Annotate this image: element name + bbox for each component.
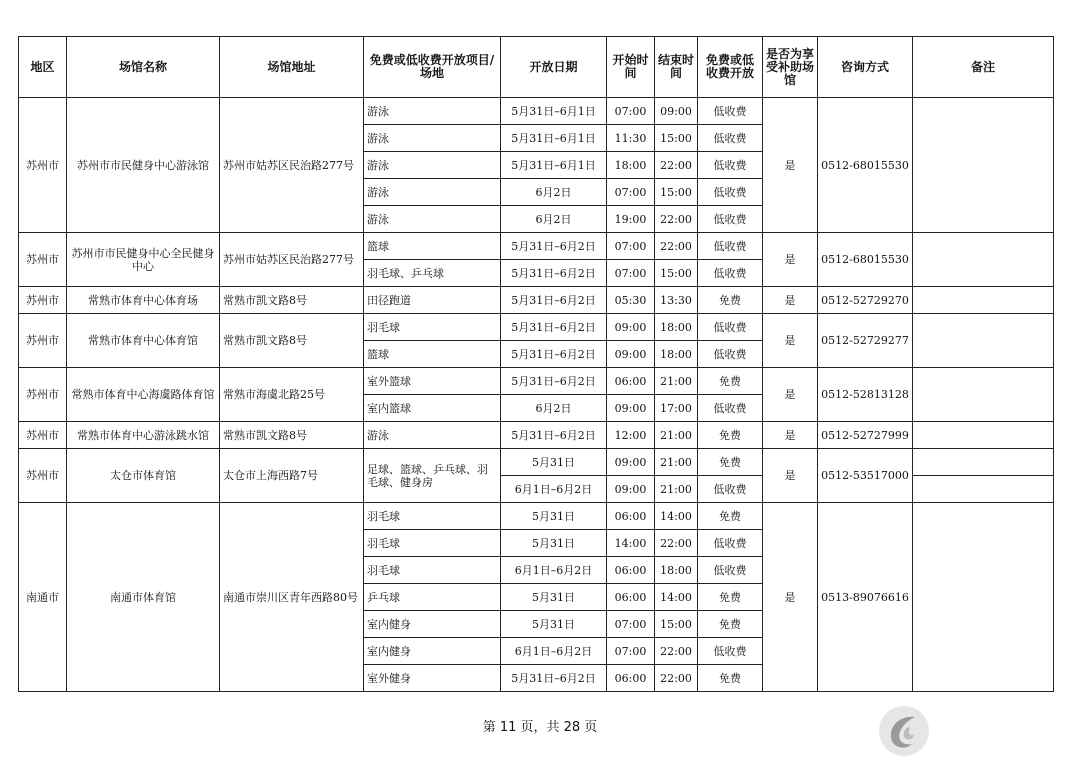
table-row	[19, 422, 1054, 449]
open-date-cell: 6月2日	[501, 395, 607, 422]
contact-cell: 0512-68015530	[818, 233, 913, 287]
contact-cell: 0512-52813128	[818, 368, 913, 422]
remarks-cell	[913, 476, 1054, 503]
col-start-time: 开始时间	[607, 37, 655, 98]
open-item-cell: 乒乓球	[364, 584, 501, 611]
start-time-cell: 06:00	[607, 584, 655, 611]
contact-cell: 0512-52729270	[818, 287, 913, 314]
subsidized-cell: 是	[763, 368, 818, 422]
open-date-cell: 6月2日	[501, 206, 607, 233]
open-item-cell: 游泳	[364, 422, 501, 449]
col-venue-name: 场馆名称	[67, 37, 220, 98]
end-time-cell: 22:00	[655, 152, 698, 179]
venue-address-cell: 常熟市凯文路8号	[220, 422, 364, 449]
venue-name-cell: 苏州市市民健身中心全民健身中心	[67, 233, 220, 287]
end-time-cell: 18:00	[655, 557, 698, 584]
fee-type-cell: 免费	[698, 665, 763, 692]
fee-type-cell: 低收费	[698, 179, 763, 206]
table-row	[19, 449, 1054, 476]
venue-name-cell: 南通市体育馆	[67, 503, 220, 692]
open-date-cell: 5月31日–6月1日	[501, 125, 607, 152]
open-item-cell: 篮球	[364, 233, 501, 260]
remarks-cell	[913, 422, 1054, 449]
region-cell: 苏州市	[19, 422, 67, 449]
fee-type-cell: 免费	[698, 503, 763, 530]
open-date-cell: 5月31日–6月1日	[501, 98, 607, 125]
remarks-cell	[913, 314, 1054, 368]
fee-type-cell: 低收费	[698, 125, 763, 152]
open-item-cell: 游泳	[364, 206, 501, 233]
start-time-cell: 06:00	[607, 503, 655, 530]
end-time-cell: 15:00	[655, 611, 698, 638]
fee-type-cell: 低收费	[698, 152, 763, 179]
col-subsidized: 是否为享受补助场馆	[763, 37, 818, 98]
fee-type-cell: 免费	[698, 287, 763, 314]
contact-cell: 0513-89076616	[818, 503, 913, 692]
fee-type-cell: 免费	[698, 584, 763, 611]
fee-type-cell: 免费	[698, 611, 763, 638]
venue-address-cell: 常熟市凯文路8号	[220, 314, 364, 368]
start-time-cell: 09:00	[607, 395, 655, 422]
end-time-cell: 13:30	[655, 287, 698, 314]
start-time-cell: 14:00	[607, 530, 655, 557]
region-cell: 苏州市	[19, 287, 67, 314]
col-end-time: 结束时间	[655, 37, 698, 98]
open-item-cell: 室内健身	[364, 638, 501, 665]
end-time-cell: 22:00	[655, 638, 698, 665]
region-cell: 苏州市	[19, 233, 67, 287]
open-date-cell: 6月1日–6月2日	[501, 557, 607, 584]
open-date-cell: 5月31日–6月2日	[501, 341, 607, 368]
remarks-cell	[913, 503, 1054, 692]
end-time-cell: 14:00	[655, 503, 698, 530]
remarks-cell	[913, 368, 1054, 422]
fee-type-cell: 低收费	[698, 557, 763, 584]
region-cell: 南通市	[19, 503, 67, 692]
open-date-cell: 6月1日–6月2日	[501, 476, 607, 503]
open-item-cell: 室内篮球	[364, 395, 501, 422]
table-row	[19, 314, 1054, 341]
col-open-item: 免费或低收费开放项目/场地	[364, 37, 501, 98]
start-time-cell: 18:00	[607, 152, 655, 179]
venue-address-cell: 南通市崇川区青年西路80号	[220, 503, 364, 692]
open-date-cell: 5月31日	[501, 530, 607, 557]
venue-address-cell: 太仓市上海西路7号	[220, 449, 364, 503]
subsidized-cell: 是	[763, 449, 818, 503]
end-time-cell: 17:00	[655, 395, 698, 422]
fee-type-cell: 低收费	[698, 638, 763, 665]
fee-type-cell: 低收费	[698, 98, 763, 125]
open-item-cell: 游泳	[364, 179, 501, 206]
open-date-cell: 5月31日–6月1日	[501, 152, 607, 179]
end-time-cell: 22:00	[655, 530, 698, 557]
open-date-cell: 5月31日–6月2日	[501, 287, 607, 314]
end-time-cell: 09:00	[655, 98, 698, 125]
start-time-cell: 09:00	[607, 449, 655, 476]
end-time-cell: 18:00	[655, 341, 698, 368]
region-cell: 苏州市	[19, 449, 67, 503]
fee-type-cell: 低收费	[698, 206, 763, 233]
fee-type-cell: 低收费	[698, 341, 763, 368]
remarks-cell	[913, 233, 1054, 287]
fee-type-cell: 低收费	[698, 233, 763, 260]
open-item-cell: 室外篮球	[364, 368, 501, 395]
end-time-cell: 22:00	[655, 233, 698, 260]
open-item-cell: 游泳	[364, 98, 501, 125]
subsidized-cell: 是	[763, 422, 818, 449]
end-time-cell: 21:00	[655, 422, 698, 449]
open-item-cell: 游泳	[364, 125, 501, 152]
venue-name-cell: 苏州市市民健身中心游泳馆	[67, 98, 220, 233]
subsidized-cell: 是	[763, 287, 818, 314]
table-row	[19, 287, 1054, 314]
region-cell: 苏州市	[19, 314, 67, 368]
open-item-cell: 篮球	[364, 341, 501, 368]
open-item-cell: 足球、篮球、乒乓球、羽毛球、健身房	[364, 449, 501, 503]
subsidized-cell: 是	[763, 98, 818, 233]
open-date-cell: 5月31日–6月2日	[501, 260, 607, 287]
open-date-cell: 6月1日–6月2日	[501, 638, 607, 665]
venue-name-cell: 常熟市体育中心游泳跳水馆	[67, 422, 220, 449]
end-time-cell: 15:00	[655, 260, 698, 287]
fee-type-cell: 免费	[698, 368, 763, 395]
start-time-cell: 09:00	[607, 476, 655, 503]
ring-logo-icon	[876, 703, 932, 759]
venue-name-cell: 常熟市体育中心体育馆	[67, 314, 220, 368]
open-date-cell: 5月31日–6月2日	[501, 422, 607, 449]
end-time-cell: 22:00	[655, 206, 698, 233]
venue-name-cell: 常熟市体育中心海虞路体育馆	[67, 368, 220, 422]
subsidized-cell: 是	[763, 314, 818, 368]
fee-type-cell: 低收费	[698, 314, 763, 341]
open-item-cell: 羽毛球	[364, 503, 501, 530]
start-time-cell: 07:00	[607, 233, 655, 260]
open-item-cell: 羽毛球	[364, 557, 501, 584]
start-time-cell: 05:30	[607, 287, 655, 314]
open-date-cell: 5月31日	[501, 584, 607, 611]
remarks-cell	[913, 287, 1054, 314]
fee-type-cell: 免费	[698, 449, 763, 476]
start-time-cell: 09:00	[607, 341, 655, 368]
open-item-cell: 羽毛球、乒乓球	[364, 260, 501, 287]
contact-cell: 0512-52727999	[818, 422, 913, 449]
open-date-cell: 5月31日	[501, 503, 607, 530]
venue-address-cell: 苏州市姑苏区民治路277号	[220, 98, 364, 233]
open-item-cell: 羽毛球	[364, 314, 501, 341]
end-time-cell: 21:00	[655, 449, 698, 476]
venue-name-cell: 太仓市体育馆	[67, 449, 220, 503]
start-time-cell: 07:00	[607, 611, 655, 638]
open-date-cell: 5月31日–6月2日	[501, 233, 607, 260]
end-time-cell: 15:00	[655, 179, 698, 206]
end-time-cell: 21:00	[655, 476, 698, 503]
remarks-cell	[913, 449, 1054, 476]
subsidized-cell: 是	[763, 503, 818, 692]
region-cell: 苏州市	[19, 368, 67, 422]
start-time-cell: 09:00	[607, 314, 655, 341]
venue-address-cell: 常熟市凯文路8号	[220, 287, 364, 314]
table-row	[19, 98, 1054, 125]
venue-name-cell: 常熟市体育中心体育场	[67, 287, 220, 314]
end-time-cell: 22:00	[655, 665, 698, 692]
open-date-cell: 5月31日–6月2日	[501, 314, 607, 341]
end-time-cell: 21:00	[655, 368, 698, 395]
open-date-cell: 5月31日–6月2日	[501, 665, 607, 692]
fee-type-cell: 免费	[698, 422, 763, 449]
open-date-cell: 5月31日	[501, 449, 607, 476]
start-time-cell: 07:00	[607, 98, 655, 125]
subsidized-cell: 是	[763, 233, 818, 287]
open-item-cell: 室内健身	[364, 611, 501, 638]
end-time-cell: 14:00	[655, 584, 698, 611]
start-time-cell: 07:00	[607, 638, 655, 665]
table-row	[19, 233, 1054, 260]
start-time-cell: 06:00	[607, 557, 655, 584]
venue-schedule-table	[18, 36, 1054, 692]
open-item-cell: 羽毛球	[364, 530, 501, 557]
open-item-cell: 游泳	[364, 152, 501, 179]
start-time-cell: 12:00	[607, 422, 655, 449]
start-time-cell: 07:00	[607, 179, 655, 206]
fee-type-cell: 低收费	[698, 260, 763, 287]
contact-cell: 0512-68015530	[818, 98, 913, 233]
fee-type-cell: 低收费	[698, 476, 763, 503]
venue-address-cell: 常熟市海虞北路25号	[220, 368, 364, 422]
open-date-cell: 5月31日–6月2日	[501, 368, 607, 395]
col-remarks: 备注	[913, 37, 1054, 98]
venue-address-cell: 苏州市姑苏区民治路277号	[220, 233, 364, 287]
col-fee-type: 免费或低收费开放	[698, 37, 763, 98]
open-date-cell: 5月31日	[501, 611, 607, 638]
open-item-cell: 室外健身	[364, 665, 501, 692]
open-item-cell: 田径跑道	[364, 287, 501, 314]
table-row	[19, 503, 1054, 530]
open-date-cell: 6月2日	[501, 179, 607, 206]
contact-cell: 0512-53517000	[818, 449, 913, 503]
end-time-cell: 15:00	[655, 125, 698, 152]
start-time-cell: 06:00	[607, 368, 655, 395]
header-row	[19, 37, 1054, 98]
fee-type-cell: 低收费	[698, 395, 763, 422]
end-time-cell: 18:00	[655, 314, 698, 341]
col-contact: 咨询方式	[818, 37, 913, 98]
start-time-cell: 06:00	[607, 665, 655, 692]
table-row	[19, 368, 1054, 395]
fee-type-cell: 低收费	[698, 530, 763, 557]
col-venue-address: 场馆地址	[220, 37, 364, 98]
remarks-cell	[913, 98, 1054, 233]
col-open-date: 开放日期	[501, 37, 607, 98]
start-time-cell: 19:00	[607, 206, 655, 233]
start-time-cell: 11:30	[607, 125, 655, 152]
region-cell: 苏州市	[19, 98, 67, 233]
page-number: 第 11 页，共 28 页	[482, 720, 598, 735]
contact-cell: 0512-52729277	[818, 314, 913, 368]
start-time-cell: 07:00	[607, 260, 655, 287]
col-region: 地区	[19, 37, 67, 98]
